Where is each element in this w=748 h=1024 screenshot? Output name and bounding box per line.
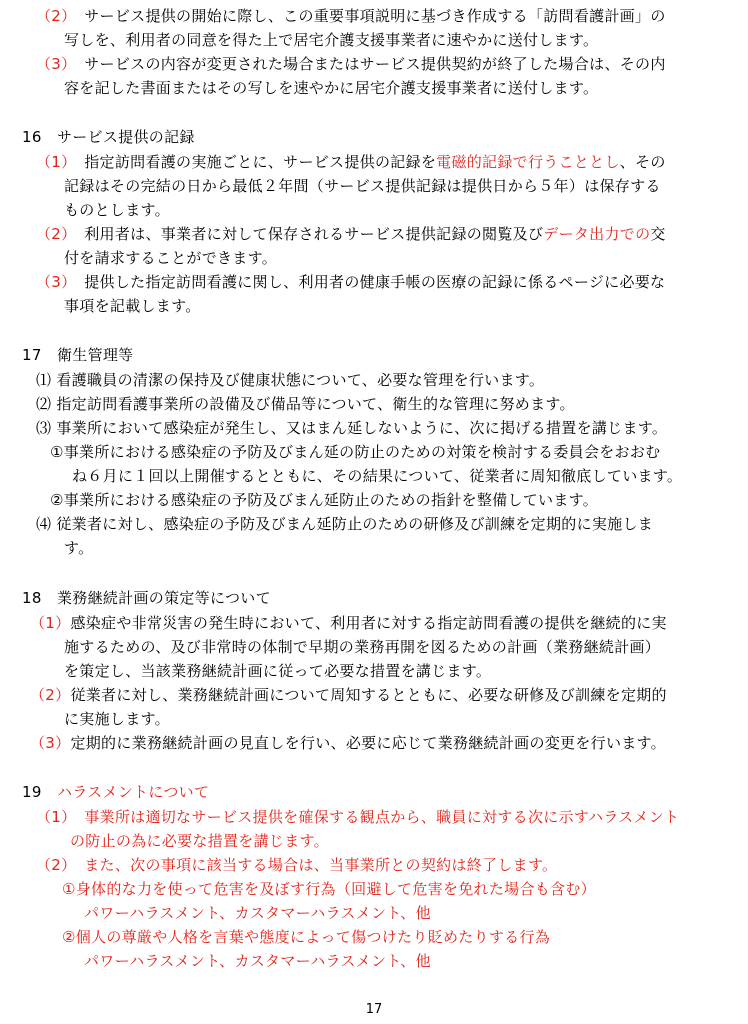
text-segment: 容を記した書面またはその写しを速やかに居宅介護支援事業者に送付します。 xyxy=(64,79,599,97)
text-line-s19-2-2 xyxy=(62,925,550,949)
text-segment: を策定し、当該業務継続計画に従って必要な措置を講じます。 xyxy=(64,662,492,680)
text-line-s17-2 xyxy=(36,392,575,416)
text-segment: 従業者に対し、業務継続計画について周知するとともに、必要な研修及び訓練を定期的 xyxy=(70,686,667,704)
text-line-s18-1c xyxy=(64,659,491,683)
text-segment: （1） xyxy=(30,614,71,632)
text-segment: （1） xyxy=(36,808,69,826)
text-line-s16-1c xyxy=(64,198,170,222)
text-segment: ⑴ 看護職員の清潔の保持及び健康状態について、必要な管理を行います。 xyxy=(36,371,545,389)
text-line-s16-2a xyxy=(36,222,666,246)
text-segment: 電磁的記録で行うこととし xyxy=(436,153,620,171)
text-line-s17-3 xyxy=(36,416,667,440)
text-segment: 交 xyxy=(650,225,666,243)
text-segment: （2） xyxy=(36,856,69,874)
text-segment: ⑵ 指定訪問看護事業所の設備及び備品等について、衛生的な管理に努めます。 xyxy=(36,395,575,413)
text-segment: （2） xyxy=(30,686,71,704)
text-line-s16-1b xyxy=(64,174,661,198)
text-line-s15-3a xyxy=(36,52,666,76)
text-segment: ②事業所における感染症の予防及びまん延防止のための指針を整備しています。 xyxy=(50,491,599,509)
text-line-s16-3a xyxy=(36,270,665,294)
text-line-s18-2b xyxy=(64,707,170,731)
text-segment: 利用者は、事業者に対して保存されるサービス提供記録の閲覧及び xyxy=(68,225,544,243)
text-segment: 写しを、利用者の同意を得た上で居宅介護支援事業者に速やかに送付します。 xyxy=(64,31,599,49)
text-line-s16-3b xyxy=(64,294,201,318)
text-line-s15-3b xyxy=(64,76,598,100)
text-line-s17-3-1b xyxy=(72,464,682,488)
text-segment: 付を請求することができます。 xyxy=(64,249,278,267)
text-line-s16-2b xyxy=(64,246,277,270)
text-segment: 提供した指定訪問看護に関し、利用者の健康手帳の医療の記録に係るページに必要な xyxy=(68,273,666,291)
text-line-s18-2a xyxy=(30,683,667,707)
text-line-s15-2a xyxy=(36,4,666,28)
text-segment: に実施します。 xyxy=(64,710,170,728)
text-segment: 16 サービス提供の記録 xyxy=(22,128,195,146)
text-line-s17-3-2 xyxy=(50,488,598,512)
text-line-s17-1 xyxy=(36,368,544,392)
text-segment: 指定訪問看護の実施ごとに、サービス提供の記録を xyxy=(68,153,437,171)
text-segment: パワーハラスメント、カスタマーハラスメント、他 xyxy=(84,952,431,970)
text-segment: 18 業務継続計画の策定等について xyxy=(22,589,271,607)
text-segment: 記録はその完結の日から最低２年間（サービス提供記録は提供日から５年）は保存する xyxy=(64,177,661,195)
text-line-h19 xyxy=(22,780,209,804)
text-segment: ①事業所における感染症の予防及びまん延の防止のための対策を検討する委員会をおおむ xyxy=(50,443,661,461)
text-segment: （2） xyxy=(36,7,69,25)
text-segment: ⑶ 事業所において感染症が発生し、又はまん延しないように、次に掲げる措置を講じます。 xyxy=(36,419,668,437)
text-segment: 19 xyxy=(22,783,57,801)
text-segment: （2） xyxy=(36,225,69,243)
text-line-s18-3 xyxy=(30,731,666,755)
text-segment: の防止の為に必要な措置を講じます。 xyxy=(70,832,329,850)
text-segment: （3） xyxy=(30,734,71,752)
text-segment: 感染症や非常災害の発生時において、利用者に対する指定訪問看護の提供を継続的に実 xyxy=(70,614,667,632)
text-segment: 17 衛生管理等 xyxy=(22,346,134,364)
text-line-s17-3-1a xyxy=(50,440,660,464)
text-segment: また、次の事項に該当する場合は、当事業所との契約は終了します。 xyxy=(68,856,558,874)
text-line-s18-1b xyxy=(64,635,660,659)
text-segment: （3） xyxy=(36,55,69,73)
text-segment: ①身体的な力を使って危害を及ぼす行為（回避して危害を免れた場合も含む） xyxy=(62,880,596,898)
text-line-s17-4b xyxy=(64,536,93,560)
text-line-s19-2-2x xyxy=(84,949,431,973)
text-segment: ⑷ 従業者に対し、感染症の予防及びまん延防止のための研修及び訓練を定期的に実施しま xyxy=(36,515,654,533)
text-line-s19-1b xyxy=(70,829,329,853)
text-segment: す。 xyxy=(64,539,94,557)
text-segment: パワーハラスメント、カスタマーハラスメント、他 xyxy=(84,904,431,922)
text-line-h18 xyxy=(22,586,271,610)
text-line-s19-1a xyxy=(36,805,679,829)
text-line-h16 xyxy=(22,125,195,149)
text-line-s18-1a xyxy=(30,611,667,635)
text-segment: （1） xyxy=(36,153,69,171)
text-segment: 施するための、及び非常時の体制で早期の業務再開を図るための計画（業務継続計画） xyxy=(64,638,661,656)
text-line-s17-4a xyxy=(36,512,653,536)
text-segment: 、その xyxy=(619,153,666,171)
text-segment: サービス提供の開始に際し、この重要事項説明に基づき作成する「訪問看護計画」の xyxy=(68,7,666,25)
text-line-s19-2-1 xyxy=(62,877,596,901)
text-line-s15-2b xyxy=(64,28,598,52)
text-segment: ものとします。 xyxy=(64,201,170,219)
text-segment: サービスの内容が変更された場合またはサービス提供契約が終了した場合は、その内 xyxy=(68,55,666,73)
text-segment: ②個人の尊厳や人格を言葉や態度によって傷つけたり貶めたりする行為 xyxy=(62,928,551,946)
text-line-s19-2 xyxy=(36,853,557,877)
text-line-s19-2-1x xyxy=(84,901,431,925)
text-segment: 事業所は適切なサービス提供を確保する観点から、職員に対する次に示すハラスメント xyxy=(68,808,680,826)
text-line-h17 xyxy=(22,343,134,367)
text-segment: （3） xyxy=(36,273,69,291)
text-segment: ね６月に１回以上開催するとともに、その結果について、従業者に周知徹底しています。 xyxy=(72,467,683,485)
page-number: 17 xyxy=(365,1002,383,1017)
text-segment: データ出力での xyxy=(543,225,651,243)
text-line-s16-1a xyxy=(36,150,666,174)
text-segment: 定期的に業務継続計画の見直しを行い、必要に応じて業務継続計画の変更を行います。 xyxy=(70,734,666,752)
text-segment: ハラスメントについて xyxy=(57,783,210,801)
text-segment: 事項を記載します。 xyxy=(64,297,201,315)
